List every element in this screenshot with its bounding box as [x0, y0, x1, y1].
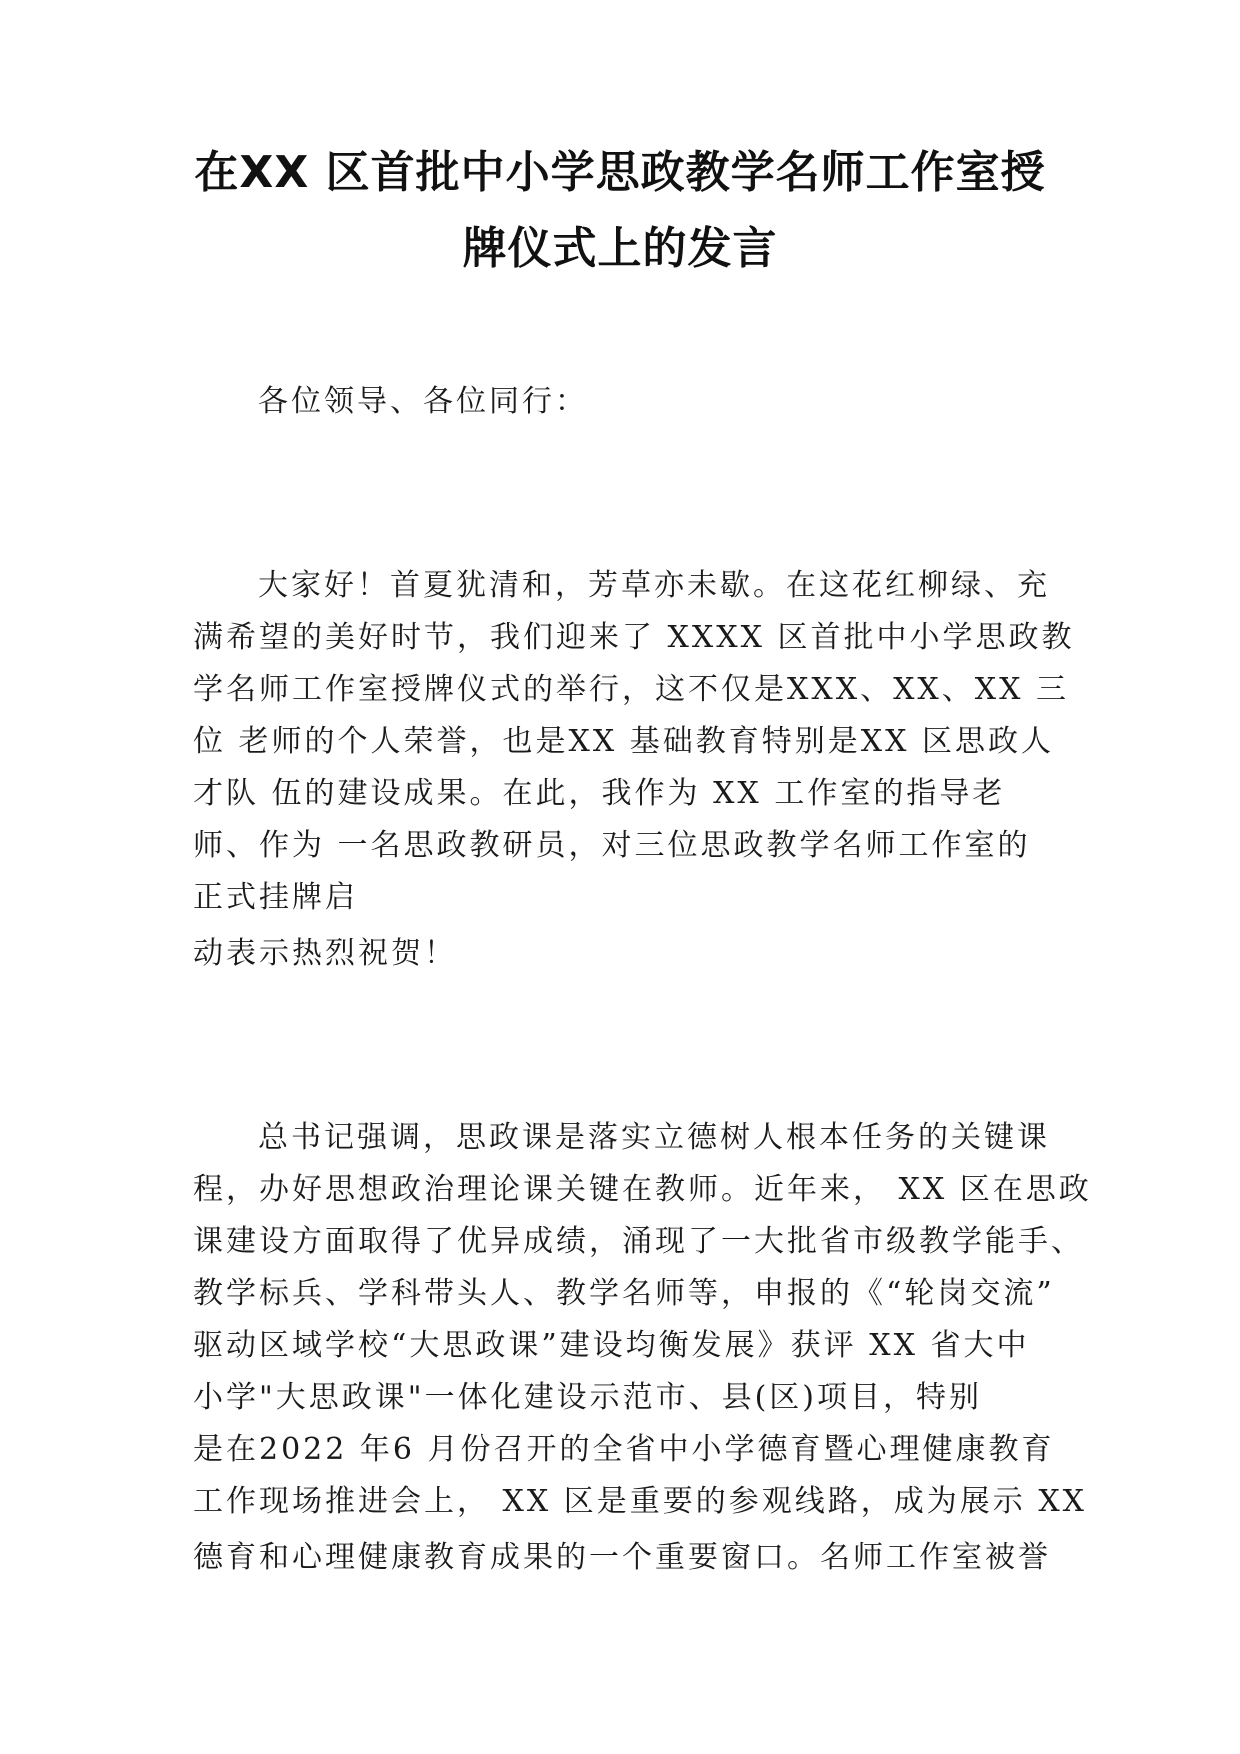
- paragraph2-line: 总书记强调，思政课是落实立德树人根本任务的关键课: [258, 1120, 1050, 1155]
- paragraph1-line: 才队 伍的建设成果。在此，我作为 XX 工作室的指导老: [193, 776, 1006, 811]
- paragraph2-line: 驱动区域学校“大思政课”建设均衡发展》获评 XX 省大中: [193, 1328, 1030, 1363]
- paragraph1-line: 位 老师的个人荣誉，也是XX 基础教育特别是XX 区思政人: [193, 724, 1055, 759]
- paragraph2-line: 是在2022 年6 月份召开的全省中小学德育暨心理健康教育: [193, 1432, 1055, 1467]
- paragraph1-line: 大家好！首夏犹清和，芳草亦未歇。在这花红柳绿、充: [258, 568, 1050, 603]
- paragraph1-tail: 动表示热烈祝贺！: [193, 936, 457, 971]
- paragraph2-line: 德育和心理健康教育成果的一个重要窗口。名师工作室被誉: [193, 1540, 1051, 1575]
- salutation: 各位领导、各位同行：: [258, 384, 588, 419]
- paragraph2-line: 课建设方面取得了优异成绩，涌现了一大批省市级教学能手、: [193, 1224, 1084, 1259]
- paragraph1-line: 师、作为 一名思政教研员，对三位思政教学名师工作室的: [193, 828, 1031, 863]
- document-title-line-1: 在XX 区首批中小学思政教学名师工作室授: [194, 147, 1046, 198]
- paragraph2-line: 教学标兵、学科带头人、教学名师等，申报的《“轮岗交流”: [193, 1276, 1055, 1311]
- paragraph1-line: 正式挂牌启: [193, 880, 358, 915]
- paragraph1-line: 满希望的美好时节，我们迎来了 XXXX 区首批中小学思政教: [193, 620, 1075, 655]
- paragraph1-line: 学名师工作室授牌仪式的举行，这不仅是XXX、XX、XX 三: [193, 672, 1070, 707]
- paragraph2-line: 小学"大思政课"一体化建设示范市、县(区)项目，特别: [193, 1380, 983, 1415]
- paragraph2-line: 工作现场推进会上， XX 区是重要的参观线路，成为展示 XX: [193, 1484, 1088, 1519]
- document-title-line-2: 牌仪式上的发言: [462, 223, 778, 274]
- paragraph2-line: 程，办好思想政治理论课关键在教师。近年来， XX 区在思政: [193, 1172, 1092, 1207]
